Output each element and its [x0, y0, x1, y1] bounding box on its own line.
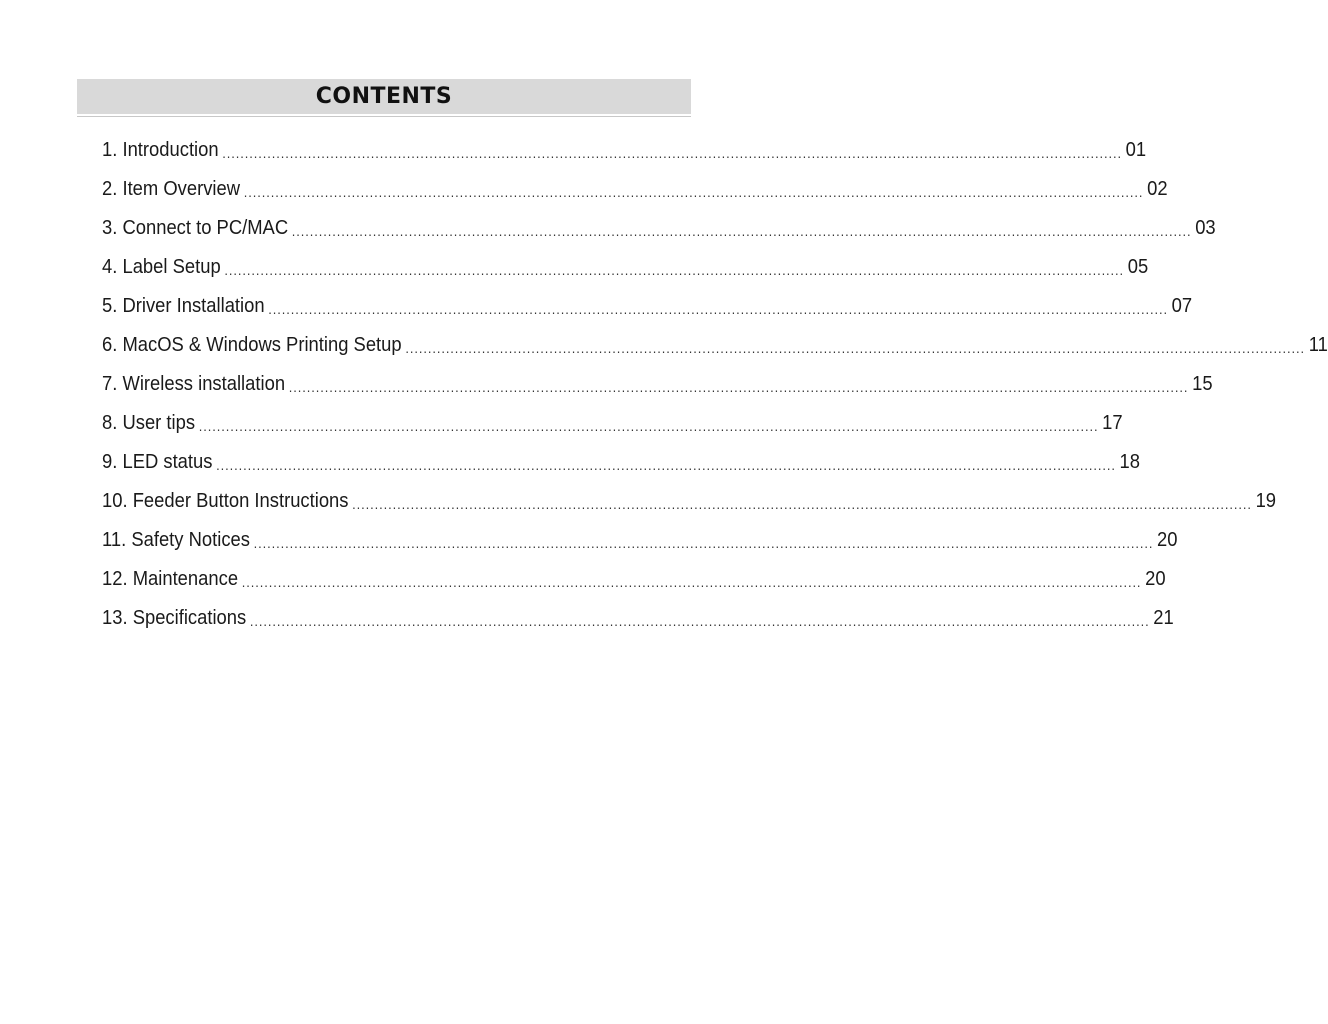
toc-entry[interactable] — [102, 559, 1166, 598]
toc-entry-label: 2. Item Overview — [102, 177, 241, 200]
toc-entry-page: 18 — [1119, 450, 1140, 473]
toc-entry-label: 5. Driver Installation — [102, 294, 265, 317]
toc-leader-dots: ........................................................................................................................................................................................................ — [291, 222, 1192, 239]
toc-entry-page: 21 — [1153, 606, 1174, 629]
toc-entry-label: 7. Wireless installation — [102, 372, 286, 395]
toc-entry[interactable] — [102, 130, 1147, 169]
toc-leader-dots: ........................................................................................................................................................................................................ — [224, 261, 1125, 278]
toc-entry-label: 13. Specifications — [102, 606, 247, 629]
toc-entry[interactable] — [102, 364, 1213, 403]
toc-leader-dots: ........................................................................................................................................................................................................ — [288, 378, 1189, 395]
toc-entry-page: 17 — [1102, 411, 1123, 434]
toc-entry-page: 01 — [1125, 138, 1147, 161]
toc-entry-page: 03 — [1195, 216, 1216, 239]
toc-leader-dots: ........................................................................................................................................................................................................ — [405, 339, 1306, 356]
toc-entry[interactable] — [102, 481, 1277, 520]
toc-leader-dots: ........................................................................................................................................................................................................ — [268, 300, 1168, 317]
toc-leader-dots: ........................................................................................................................................................................................................ — [253, 534, 1154, 551]
toc-entry-page: 07 — [1171, 294, 1193, 317]
toc-entry-page: 20 — [1157, 528, 1178, 551]
toc-leader-dots: ........................................................................................................................................................................................................ — [352, 495, 1252, 512]
toc-entry-page: 19 — [1255, 489, 1277, 512]
toc-leader-dots: ........................................................................................................................................................................................................ — [243, 183, 1144, 200]
toc-leader-dots: ........................................................................................................................................................................................................ — [222, 144, 1122, 161]
toc-entry-page: 05 — [1127, 255, 1149, 278]
toc-entry-page: 15 — [1192, 372, 1213, 395]
toc-entry[interactable] — [102, 208, 1216, 247]
toc-entry[interactable] — [102, 247, 1149, 286]
toc-entry-label: 1. Introduction — [102, 138, 219, 161]
toc-entry-label: 4. Label Setup — [102, 255, 221, 278]
contents-header-bar — [77, 79, 691, 114]
toc-entry-page: 11 — [1308, 333, 1328, 356]
table-of-contents — [102, 130, 1328, 637]
toc-entry[interactable] — [102, 325, 1328, 364]
toc-entry-label: 3. Connect to PC/MAC — [102, 216, 289, 239]
toc-entry[interactable] — [102, 520, 1178, 559]
toc-entry[interactable] — [102, 169, 1168, 208]
toc-entry[interactable] — [102, 442, 1140, 481]
toc-entry-label: 8. User tips — [102, 411, 196, 434]
page-title: CONTENTS — [315, 84, 453, 109]
toc-entry-page: 20 — [1145, 567, 1166, 590]
toc-leader-dots: ........................................................................................................................................................................................................ — [249, 612, 1150, 629]
toc-entry-label: 6. MacOS & Windows Printing Setup — [102, 333, 402, 356]
toc-entry-label: 9. LED status — [102, 450, 213, 473]
header-divider — [77, 116, 691, 117]
toc-leader-dots: ........................................................................................................................................................................................................ — [216, 456, 1116, 473]
toc-entry[interactable] — [102, 403, 1123, 442]
toc-leader-dots: ........................................................................................................................................................................................................ — [198, 417, 1099, 434]
toc-entry-page: 02 — [1147, 177, 1168, 200]
toc-entry-label: 11. Safety Notices — [102, 528, 250, 551]
toc-entry[interactable] — [102, 598, 1174, 637]
toc-entry-label: 10. Feeder Button Instructions — [102, 489, 349, 512]
toc-entry-label: 12. Maintenance — [102, 567, 239, 590]
toc-leader-dots: ........................................................................................................................................................................................................ — [241, 573, 1142, 590]
toc-entry[interactable] — [102, 286, 1193, 325]
